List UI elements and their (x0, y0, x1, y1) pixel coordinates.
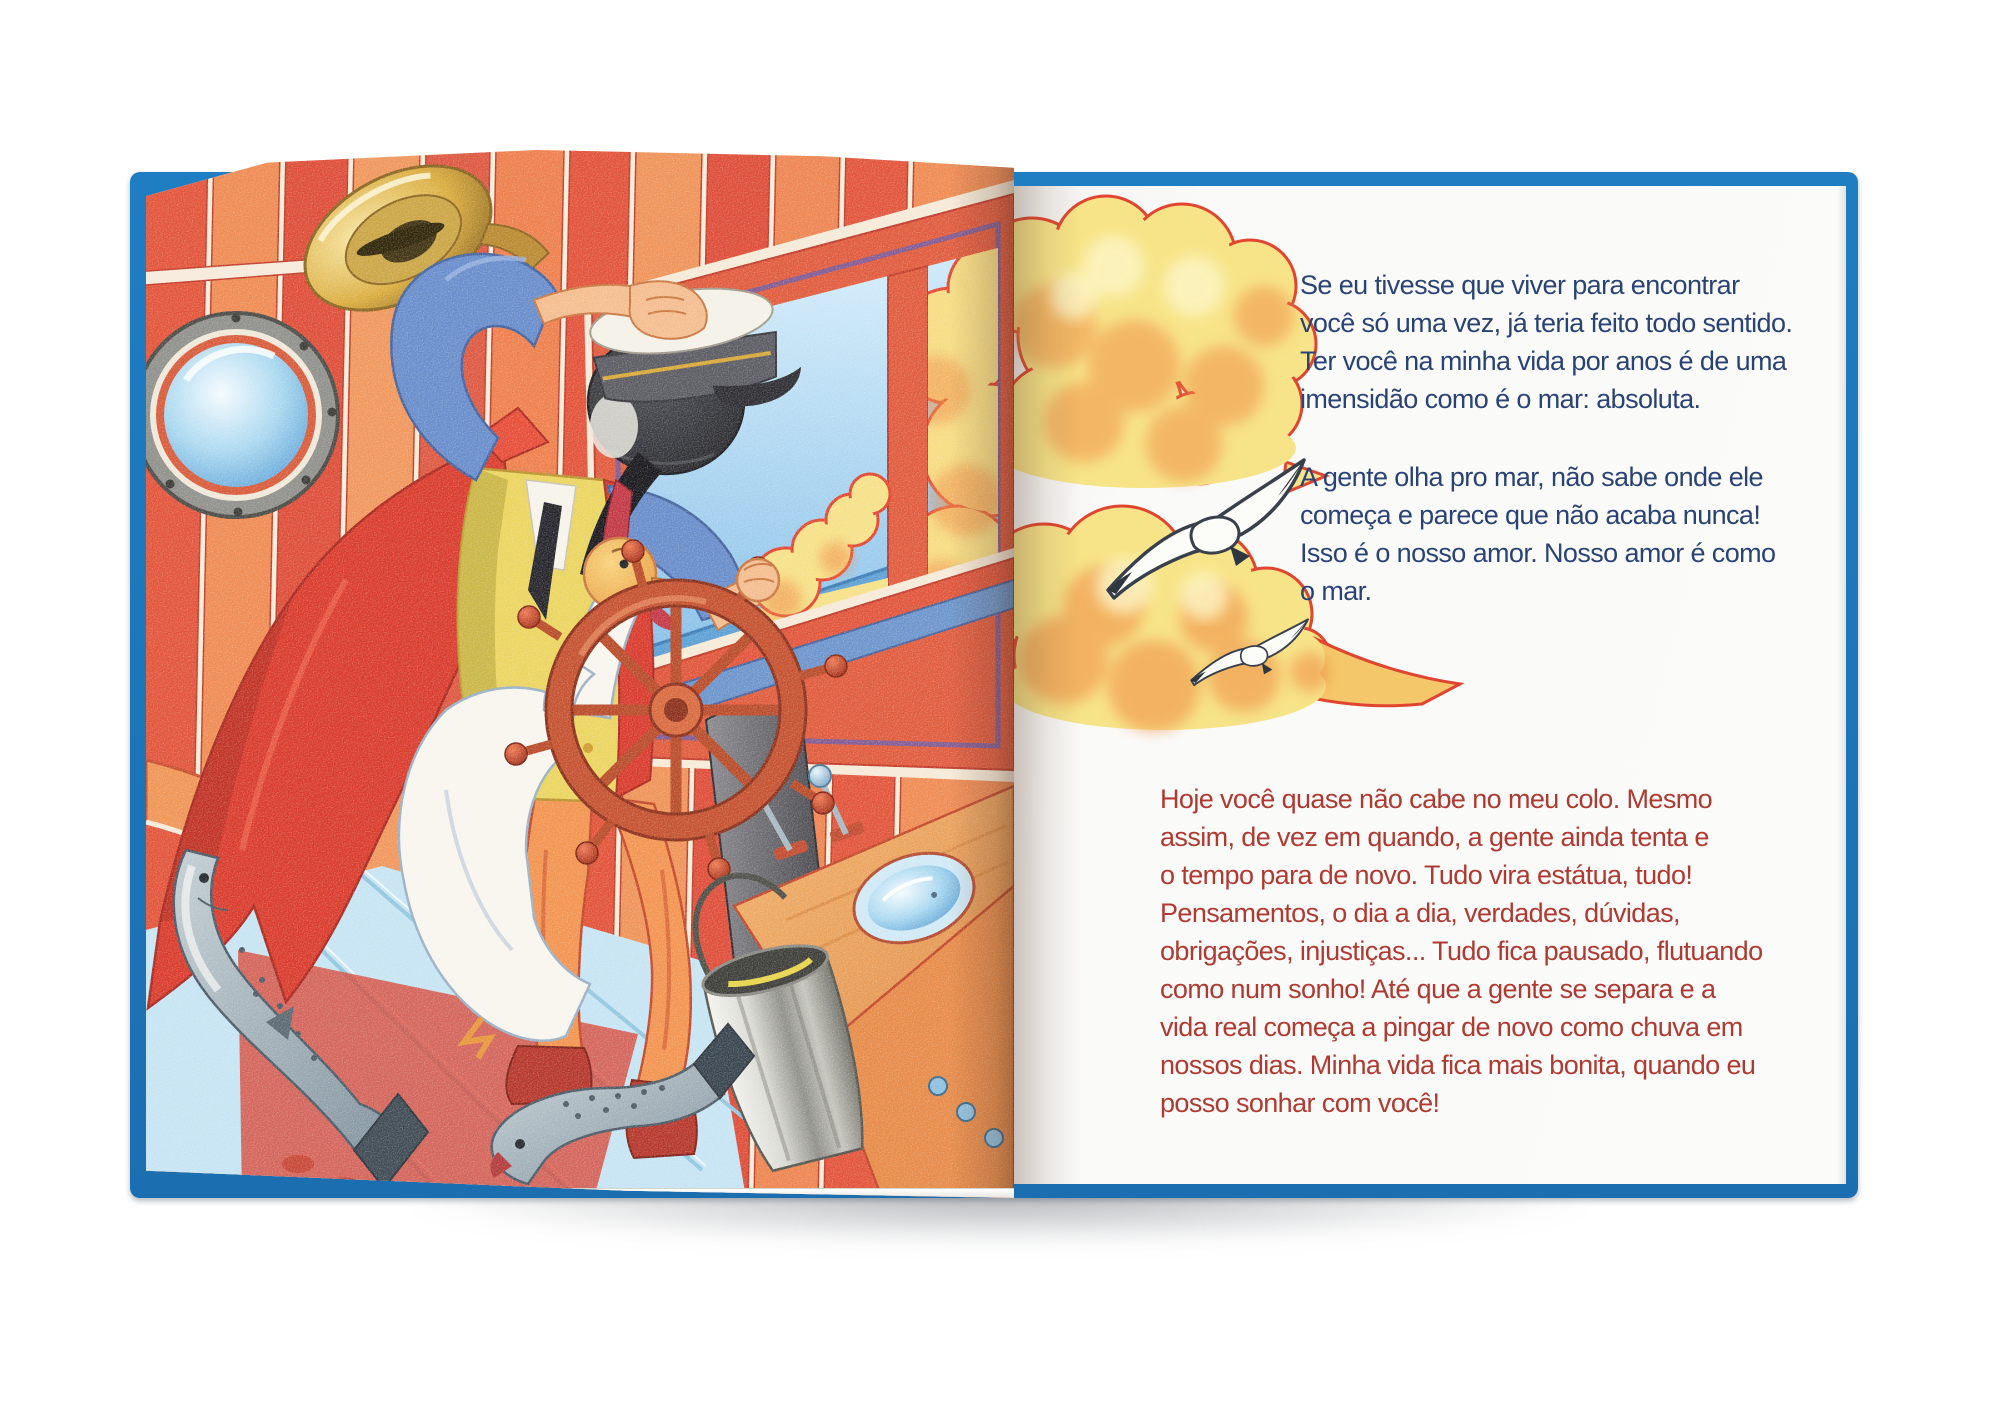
text-line: A gente olha pro mar, não sabe onde ele (1300, 462, 1763, 492)
text-line: o tempo para de novo. Tudo vira estátua, tudo! (1160, 860, 1693, 890)
right-page (1014, 186, 1846, 1184)
text-line: posso sonhar com você! (1160, 1088, 1440, 1118)
text-line: imensidão como é o mar: absoluta. (1300, 384, 1701, 414)
text-line: como num sonho! Até que a gente se separa e a (1160, 974, 1716, 1004)
paper-grain (146, 150, 1014, 1198)
ship-cabin-illustration (146, 150, 1014, 1198)
paragraph-2 (1300, 458, 1775, 610)
left-page (146, 150, 1014, 1198)
text-line: Ter você na minha vida por anos é de uma (1300, 346, 1787, 376)
text-line: Hoje você quase não cabe no meu colo. Mesmo (1160, 784, 1713, 814)
right-page-edge (1837, 186, 1846, 1184)
text-line: Se eu tivesse que viver para encontrar (1300, 270, 1740, 300)
text-line: Isso é o nosso amor. Nosso amor é como (1300, 538, 1776, 568)
paragraph-3 (1160, 780, 1763, 1122)
text-line: começa e parece que não acaba nunca! (1300, 500, 1761, 530)
text-line: o mar. (1300, 576, 1372, 606)
left-gutter-shade (950, 150, 1014, 1198)
text-line: nossos dias. Minha vida fica mais bonita, quando eu (1160, 1050, 1756, 1080)
right-gutter-shade (1014, 186, 1098, 1184)
text-line: Pensamentos, o dia a dia, verdades, dúvidas, (1160, 898, 1680, 928)
paragraph-1 (1300, 266, 1792, 418)
text-line: assim, de vez em quando, a gente ainda tenta e (1160, 822, 1709, 852)
text-line: obrigações, injustiças... Tudo fica pausado, flutuando (1160, 936, 1763, 966)
text-line: você só uma vez, já teria feito todo sentido. (1300, 308, 1793, 338)
text-line: vida real começa a pingar de novo como chuva em (1160, 1012, 1743, 1042)
